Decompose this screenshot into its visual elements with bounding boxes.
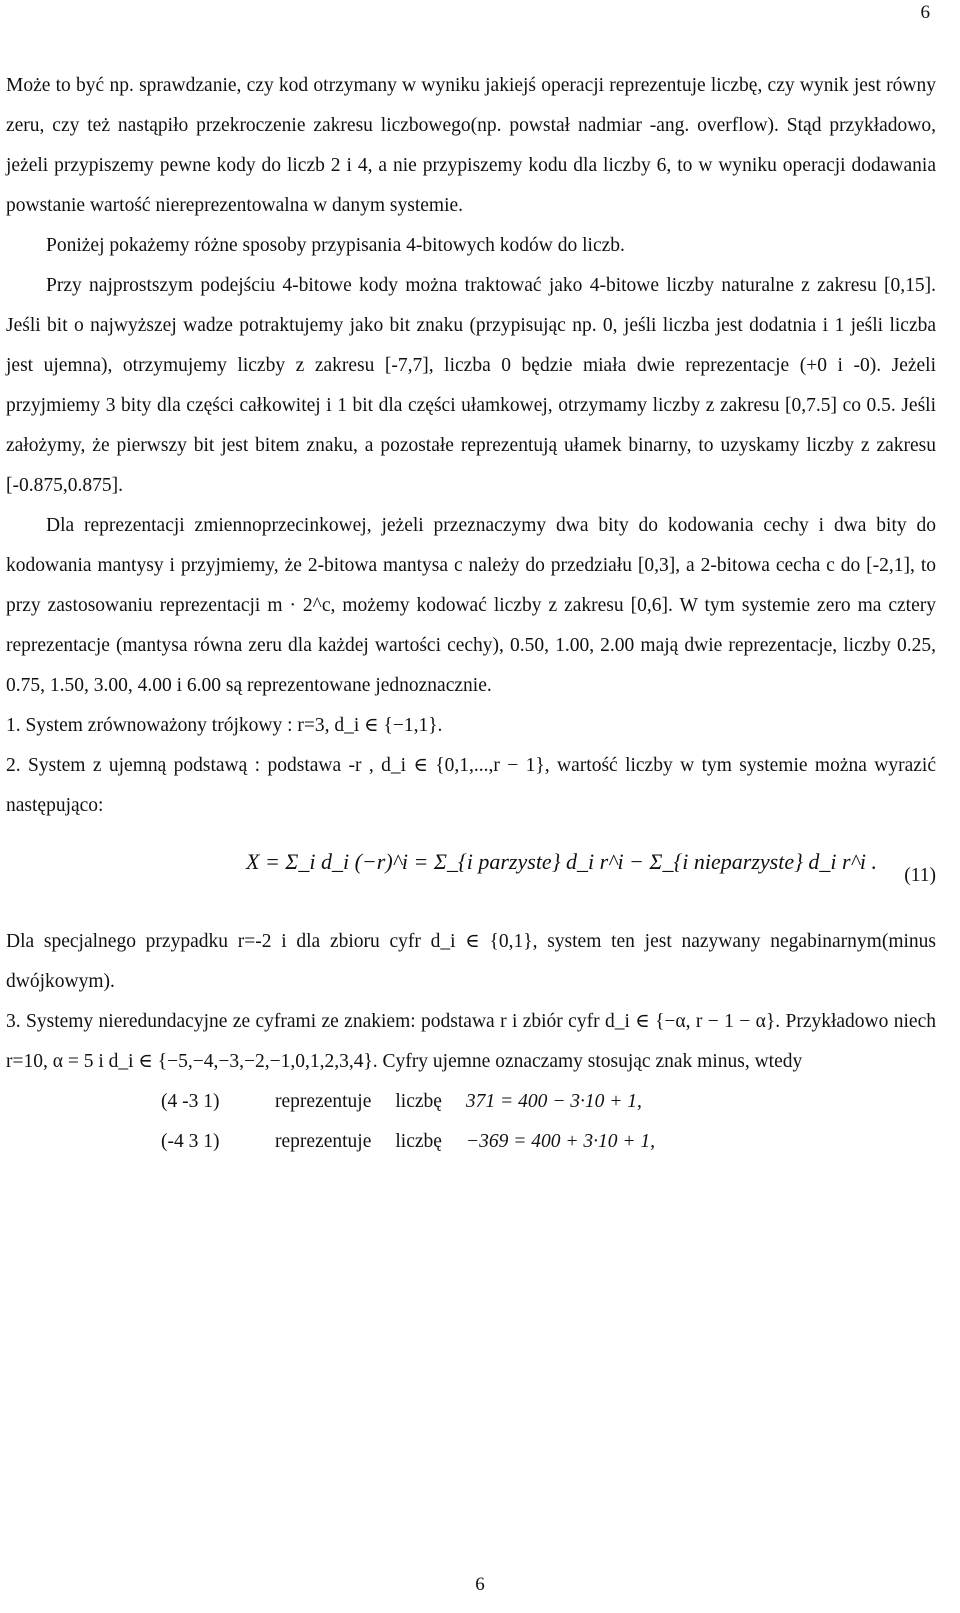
page-number-bottom: 6 [475, 1574, 485, 1595]
example-code: (-4 3 1) [161, 1131, 220, 1152]
example-verb: reprezentuje [275, 1131, 372, 1152]
list-item-signed-digit: 3. Systemy nieredundacyjne ze cyframi ze znakiem: podstawa r i zbiór cyfr d_i ∈ {−α, r − 1 − α}. Przykładowo niech r=10, α = 5 i d_i ∈ {−5,−4,−3,−2,−1,0,1,2,3,4}. Cyfry ujemne oznaczamy stosując znak minus, wtedy [6, 1011, 936, 1072]
equation-number: (11) [904, 865, 936, 886]
example-value: 371 = 400 − 3·10 + 1, [465, 1091, 642, 1112]
example-value: −369 = 400 + 3·10 + 1, [465, 1131, 656, 1152]
equation-expression: X = Σ_i d_i (−r)^i = Σ_{i parzyste} d_i r^i − Σ_{i nieparzyste} d_i r^i . [246, 849, 877, 874]
page-number-top: 6 [920, 2, 930, 23]
example-noun: liczbę [395, 1091, 442, 1112]
paragraph-floating: Dla reprezentacji zmiennoprzecinkowej, jeżeli przeznaczymy dwa bity do kodowania cechy i dwa bity do kodowania mantysy i przyjmiemy, że 2-bitowa mantysa c należy do przedziału [0,3], a 2-bitowa cecha c do [-2,1], to przy zastosowaniu reprezentacji m · 2^c, możemy kodować liczby z zakresu [0,6]. W tym systemie zero ma cztery reprezentacje (mantysa równa zeru dla każdej wartości cechy), 0.50, 1.00, 2.00 mają dwie reprezentacje, liczby 0.25, 0.75, 1.50, 3.00, 4.00 i 6.00 są reprezentowane jednoznacznie. [6, 515, 936, 696]
example-noun: liczbę [395, 1131, 442, 1152]
paragraph-natural: Przy najprostszym podejściu 4-bitowe kody można traktować jako 4-bitowe liczby naturalne z zakresu [0,15]. Jeśli bit o najwyższej wadze potraktujemy jako bit znaku (przypisując np. 0, jeśli liczba jest dodatnia i 1 jeśli liczba jest ujemna), otrzymujemy liczby z zakresu [-7,7], liczba 0 będzie miała dwie reprezentacje (+0 i -0). Jeżeli przyjmiemy 3 bity dla części całkowitej i 1 bit dla części ułamkowej, otrzymamy liczby z zakresu [0,7.5] co 0.5. Jeśli założymy, że pierwszy bit jest bitem znaku, a pozostałe reprezentują ułamek binarny, to uzyskamy liczby z zakresu [-0.875,0.875]. [6, 275, 936, 496]
example-code: (4 -3 1) [161, 1091, 220, 1112]
paragraph-ways: Poniżej pokażemy różne sposoby przypisania 4-bitowych kodów do liczb. [46, 235, 625, 256]
example-verb: reprezentuje [275, 1091, 372, 1112]
equation-11 [6, 830, 936, 922]
body-text [6, 66, 936, 1162]
example-row [161, 1082, 936, 1122]
paragraph-intro: Może to być np. sprawdzanie, czy kod otrzymany w wyniku jakiejś operacji reprezentuje liczbę, czy wynik jest równy zeru, czy też nastąpiło przekroczenie zakresu liczbowego(np. powstał nadmiar -ang. overflow). Stąd przykładowo, jeżeli przypiszemy pewne kody do liczb 2 i 4, a nie przypiszemy kodu dla liczby 6, to w wyniku operacji dodawania powstanie wartość niereprezentowalna w danym systemie. [6, 75, 936, 216]
list-item-balanced-ternary: 1. System zrównoważony trójkowy : r=3, d_i ∈ {−1,1}. [6, 715, 443, 736]
list-item-negative-base: 2. System z ujemną podstawą : podstawa -r , d_i ∈ {0,1,...,r − 1}, wartość liczby w tym systemie można wyrazić następująco: [6, 755, 936, 816]
paragraph-negabinary: Dla specjalnego przypadku r=-2 i dla zbioru cyfr d_i ∈ {0,1}, system ten jest nazywany negabinarnym(minus dwójkowym). [6, 931, 936, 992]
example-row [161, 1122, 936, 1162]
